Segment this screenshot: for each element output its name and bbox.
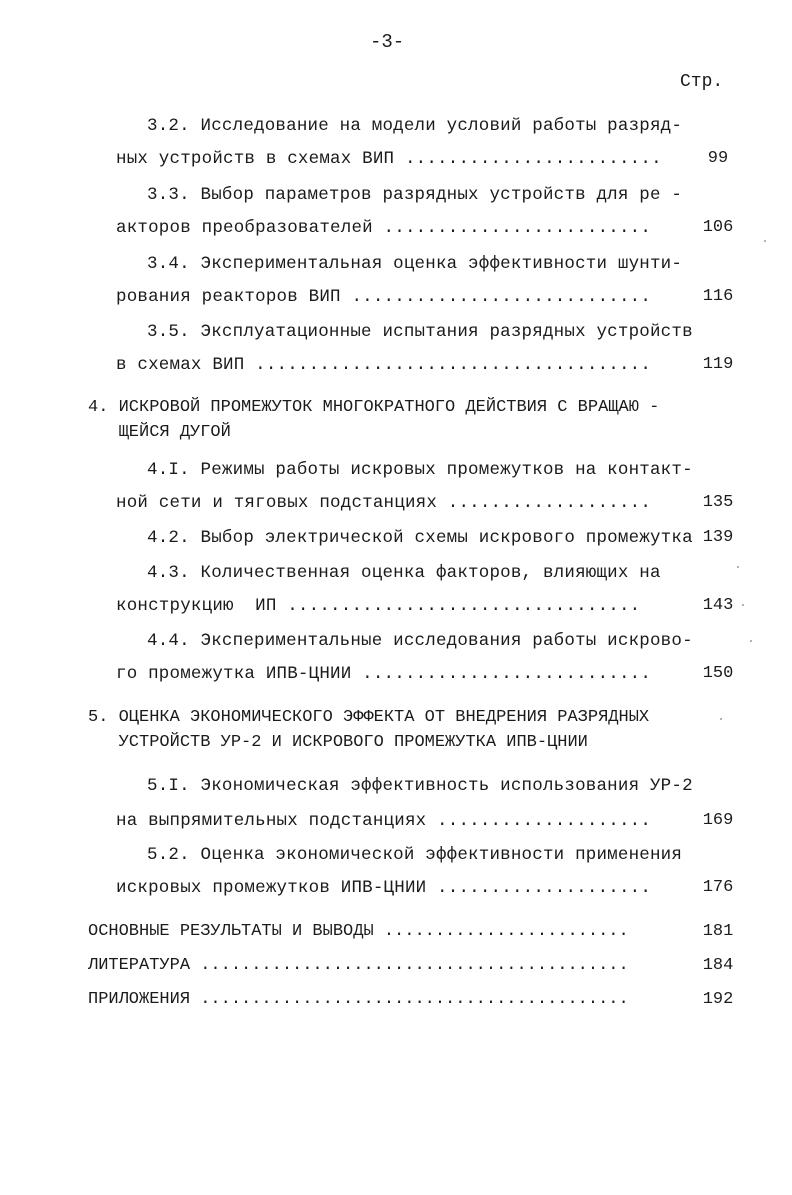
- toc-line: 4.2. Выбор электрической схемы искрового промежутка: [147, 528, 693, 548]
- toc-page-number: 106: [702, 218, 734, 237]
- scan-speck: [737, 566, 739, 568]
- toc-page-number: 192: [702, 990, 734, 1009]
- toc-page-number: 135: [702, 493, 734, 512]
- toc-line: 3.3. Выбор параметров разрядных устройств для ре -: [147, 185, 683, 205]
- toc-line: в схемах ВИП .....................................: [116, 355, 652, 375]
- toc-page-number: 176: [702, 878, 734, 897]
- toc-page-number: 150: [702, 664, 734, 683]
- toc-page-number: 139: [702, 528, 734, 547]
- toc-line: искровых промежутков ИПВ-ЦНИИ ....................: [116, 878, 652, 898]
- toc-line: 3.2. Исследование на модели условий работы разряд-: [147, 116, 683, 136]
- toc-page-number: 169: [702, 811, 734, 830]
- toc-page-number: 116: [702, 287, 734, 306]
- toc-line: 4.4. Экспериментальные исследования работы искрово-: [147, 631, 693, 651]
- section-heading: ЩЕЙСЯ ДУГОЙ: [88, 423, 231, 442]
- toc-line: 3.5. Эксплуатационные испытания разрядных устройств: [147, 322, 693, 342]
- toc-line: ОСНОВНЫЕ РЕЗУЛЬТАТЫ И ВЫВОДЫ ........................: [88, 922, 629, 941]
- toc-page-number: 99: [707, 149, 729, 168]
- toc-line: ЛИТЕРАТУРА ..........................................: [88, 956, 629, 975]
- toc-page-number: 181: [702, 922, 734, 941]
- page-number: -3-: [370, 31, 405, 53]
- scan-speck: [750, 640, 752, 642]
- section-heading: 5. ОЦЕНКА ЭКОНОМИЧЕСКОГО ЭФФЕКТА ОТ ВНЕДРЕНИЯ РАЗРЯДНЫХ: [88, 708, 650, 727]
- toc-line: конструкцию ИП .................................: [116, 596, 641, 616]
- scan-speck: [764, 240, 766, 242]
- section-heading: УСТРОЙСТВ УР-2 И ИСКРОВОГО ПРОМЕЖУТКА ИПВ-ЦНИИ: [88, 733, 588, 752]
- toc-line: акторов преобразователей .........................: [116, 218, 652, 238]
- page-column-label: Стр.: [680, 72, 724, 92]
- toc-page-number: 184: [702, 956, 734, 975]
- toc-line: рования реакторов ВИП ............................: [116, 287, 652, 307]
- scan-speck: [742, 604, 744, 606]
- toc-page-number: 119: [702, 355, 734, 374]
- toc-line: ной сети и тяговых подстанциях ...................: [116, 493, 652, 513]
- toc-line: ПРИЛОЖЕНИЯ ..........................................: [88, 990, 629, 1009]
- toc-line: 4.I. Режимы работы искровых промежутков на контакт-: [147, 460, 693, 480]
- toc-line: 4.3. Количественная оценка факторов, влияющих на: [147, 563, 661, 583]
- toc-page-number: 143: [702, 596, 734, 615]
- section-heading: 4. ИСКРОВОЙ ПРОМЕЖУТОК МНОГОКРАТНОГО ДЕЙСТВИЯ С ВРАЩАЮ -: [88, 398, 660, 417]
- toc-line: го промежутка ИПВ-ЦНИИ ...........................: [116, 664, 652, 684]
- toc-line: 5.I. Экономическая эффективность использования УР-2: [147, 776, 693, 796]
- toc-line: ных устройств в схемах ВИП ........................: [116, 149, 662, 169]
- toc-line: 5.2. Оценка экономической эффективности применения: [147, 845, 683, 865]
- toc-line: 3.4. Экспериментальная оценка эффективности шунти-: [147, 254, 683, 274]
- toc-line: на выпрямительных подстанциях ....................: [116, 811, 652, 831]
- scan-speck: [720, 718, 722, 720]
